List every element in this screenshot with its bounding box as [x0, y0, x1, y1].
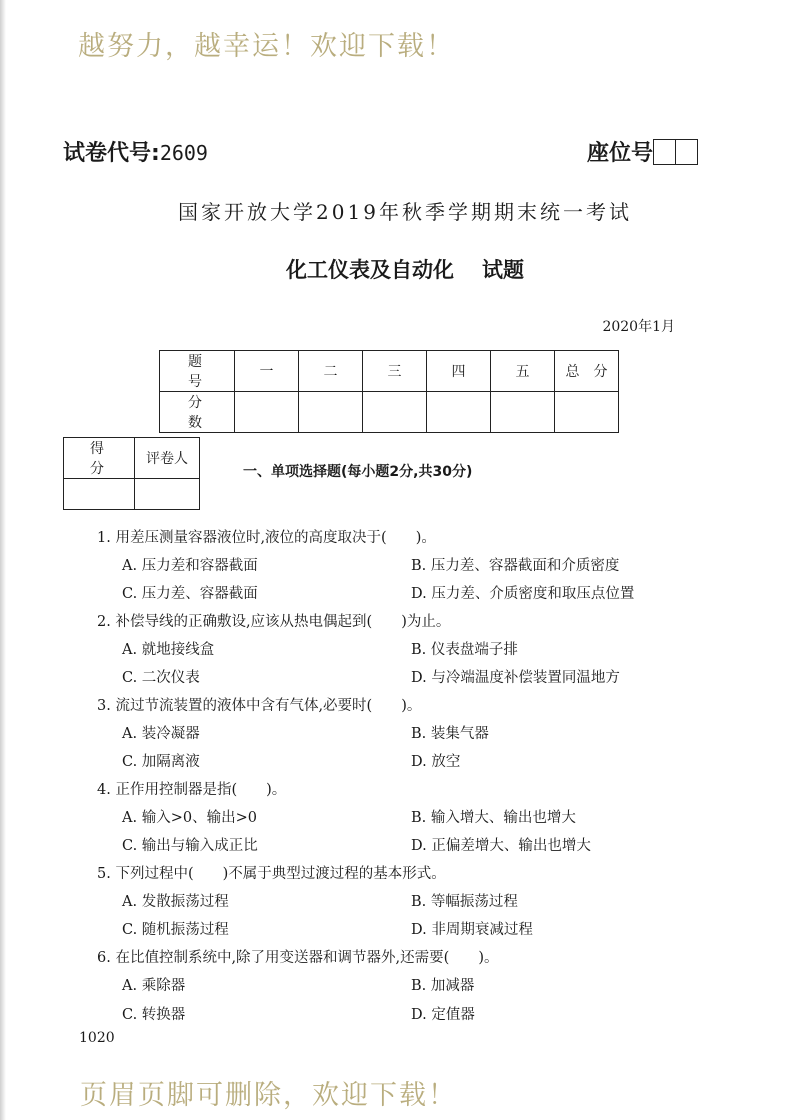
- question-1-stem: 1. 用差压测量容器液位时,液位的高度取决于( )。: [97, 530, 436, 546]
- question-6-option-b: B. 加减器: [411, 978, 475, 994]
- seat-box-1[interactable]: [653, 139, 676, 165]
- footer-code: 1020: [79, 1030, 115, 1046]
- score-table-score-row: [160, 392, 619, 433]
- banner-top: 越努力，越幸运！欢迎下载！: [78, 31, 455, 62]
- question-3-option-c: C. 加隔离液: [122, 754, 200, 770]
- grader-score-label: 得 分: [64, 438, 135, 479]
- score-cell-4[interactable]: [427, 392, 491, 433]
- question-3-option-d: D. 放空: [411, 754, 461, 770]
- question-6-option-a: A. 乘除器: [122, 978, 186, 994]
- grader-name-cell[interactable]: [135, 479, 200, 510]
- score-header-total: 总 分: [555, 351, 619, 392]
- score-table: [159, 350, 619, 433]
- paper-code-label: 试卷代号:: [63, 141, 160, 166]
- score-header-1: 一: [235, 351, 299, 392]
- score-cell-total[interactable]: [555, 392, 619, 433]
- exam-title: 国家开放大学2019年秋季学期期末统一考试: [178, 200, 632, 224]
- question-3-option-a: A. 装冷凝器: [122, 726, 200, 742]
- score-cell-3[interactable]: [363, 392, 427, 433]
- question-6-option-d: D. 定值器: [411, 1007, 475, 1023]
- question-4-stem: 4. 正作用控制器是指( )。: [97, 782, 287, 798]
- score-cell-5[interactable]: [491, 392, 555, 433]
- paper-code: [63, 136, 208, 167]
- question-5-option-d: D. 非周期衰减过程: [411, 922, 533, 938]
- seat-box-2[interactable]: [676, 139, 698, 165]
- seat-number: [587, 136, 698, 167]
- page-edge-shadow: [0, 0, 6, 1120]
- question-2-option-c: C. 二次仪表: [122, 670, 200, 686]
- score-header-4: 四: [427, 351, 491, 392]
- grader-score-cell[interactable]: [64, 479, 135, 510]
- score-header-label: 题 号: [160, 351, 235, 392]
- question-1-option-d: D. 压力差、介质密度和取压点位置: [411, 586, 635, 602]
- score-header-2: 二: [299, 351, 363, 392]
- question-2-stem: 2. 补偿导线的正确敷设,应该从热电偶起到( )为止。: [97, 614, 451, 630]
- question-1-option-c: C. 压力差、容器截面: [122, 586, 258, 602]
- question-6-option-c: C. 转换器: [122, 1007, 186, 1023]
- question-3-option-b: B. 装集气器: [411, 726, 489, 742]
- subject-name: 化工仪表及自动化: [286, 258, 454, 282]
- question-3-stem: 3. 流过节流装置的液体中含有气体,必要时( )。: [97, 698, 422, 714]
- question-4-option-a: A. 输入>0、输出>0: [122, 810, 257, 826]
- score-row-label: 分 数: [160, 392, 235, 433]
- subject-suffix: 试题: [482, 258, 524, 282]
- question-6-stem: 6. 在比值控制系统中,除了用变送器和调节器外,还需要( )。: [97, 950, 499, 966]
- question-2-option-b: B. 仪表盘端子排: [411, 642, 518, 658]
- question-5-option-b: B. 等幅振荡过程: [411, 894, 518, 910]
- seat-label: 座位号: [587, 141, 654, 166]
- question-1-option-b: B. 压力差、容器截面和介质密度: [411, 558, 620, 574]
- score-cell-2[interactable]: [299, 392, 363, 433]
- question-4-option-d: D. 正偏差增大、输出也增大: [411, 838, 591, 854]
- paper-code-value: 2609: [159, 141, 208, 165]
- question-2-option-a: A. 就地接线盒: [122, 642, 215, 658]
- score-table-header-row: [160, 351, 619, 392]
- question-1-option-a: A. 压力差和容器截面: [122, 558, 258, 574]
- question-5-option-c: C. 随机振荡过程: [122, 922, 229, 938]
- exam-date: 2020年1月: [602, 319, 675, 335]
- banner-bottom: 页眉页脚可删除，欢迎下载！: [80, 1080, 457, 1111]
- question-5-option-a: A. 发散振荡过程: [122, 894, 229, 910]
- score-header-3: 三: [363, 351, 427, 392]
- question-5-stem: 5. 下列过程中( )不属于典型过渡过程的基本形式。: [97, 866, 446, 882]
- subject-title: [0, 254, 792, 284]
- section-title: 一、单项选择题(每小题2分,共30分): [243, 464, 473, 480]
- grader-table: [63, 437, 200, 510]
- question-4-option-c: C. 输出与输入成正比: [122, 838, 258, 854]
- question-4-option-b: B. 输入增大、输出也增大: [411, 810, 576, 826]
- grader-name-label: 评卷人: [135, 438, 200, 479]
- question-2-option-d: D. 与冷端温度补偿装置同温地方: [411, 670, 620, 686]
- score-header-5: 五: [491, 351, 555, 392]
- score-cell-1[interactable]: [235, 392, 299, 433]
